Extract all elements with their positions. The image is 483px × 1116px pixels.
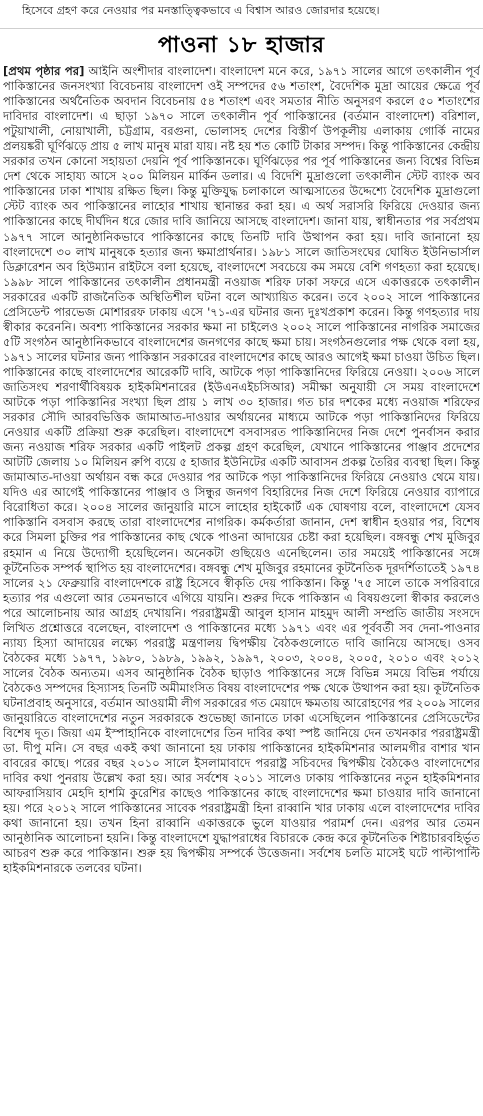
article-text: আইনি অংশীদার বাংলাদেশ। বাংলাদেশ মনে করে, ১৯৭১ সালের আগে তৎকালীন পূর্ব পাকিস্তানের জনসংখ্যা বিবেচনায় বাংলাদেশ ওই সম্পদের ৫৬ শতাংশ, বৈদেশিক মুদ্রা আয়ের ক্ষেত্রে পূর্ব পাকিস্তানের অর্থনৈতিক অবদান বিবেচনায় ৫৪ শতাংশ এবং সমতার নীতি অনুসরণ করলে ৫০ শতাংশের দাবিদার বাংলাদেশ। এ ছাড়া ১৯৭০ সালে তৎকালীন পূর্ব পাকিস্তানের (বর্তমান বাংলাদেশ) বরিশাল, পটুয়াখালী, নোয়াখালী, চট্টগ্রাম, বরগুনা, ভোলাসহ দেশের বিস্তীর্ণ উপকূলীয় এলাকায় গোর্কি নামের প্রলয়ঙ্করী ঘূর্ণিঝড়ে প্রায় ৫ লাখ মানুষ মারা যায়। নষ্ট হয় শত কোটি টাকার সম্পদ। কিন্তু পাকিস্তানের কেন্দ্রীয় সরকার তখন কোনো সহায়তা দেয়নি পূর্ব পাকিস্তানকে। ঘূর্ণিঝড়ের পর পূর্ব পাকিস্তানের জন্য বিশ্বের বিভিন্ন দেশ থেকে সাহায্য আসে ২০০ মিলিয়ন মার্কিন ডলার। এ বিদেশি মুদ্রাগুলো তৎকালীন স্টেট ব্যাংক অব পাকিস্তানের ঢাকা শাখায় রক্ষিত ছিল। কিন্তু মুক্তিযুদ্ধ চলাকালে আত্মসাতের উদ্দেশ্যে বৈদেশিক মুদ্রাগুলো স্টেট ব্যাংক অব পাকিস্তানের লাহোর শাখায় স্থানান্তর করা হয়। এ অর্থ সরাসরি ফিরিয়ে দেওয়ার জন্য পাকিস্তানের কাছে দীর্ঘদিন ধরে জোর দাবি জানিয়ে আসছে বাংলাদেশ। জানা যায়, স্বাধীনতার পর সর্বপ্রথম ১৯৭৭ সালে আনুষ্ঠানিকভাবে পাকিস্তানের কাছে তিনটি দাবি উত্থাপন করা হয়। দাবি জানানো হয় বাংলাদেশে ৩০ লাখ মানুষকে হত্যার জন্য ক্ষমাপ্রার্থনার। ১৯৮১ সালে জাতিসংঘের ঘোষিত ইউনিভার্সাল ডিক্লারেশন অব হিউম্যান রাইটসে বলা হয়েছে, বাংলাদেশে সবচেয়ে কম সময়ে বেশি গণহত্যা করা হয়েছে। ১৯৯৮ সালে পাকিস্তানের তৎকালীন প্রধানমন্ত্রী নওয়াজ শরিফ ঢাকা সফরে এসে একাত্তরকে তৎকালীন সরকারের একটি রাজনৈতিক অস্থিতিশীল ঘটনা বলে আখ্যায়িত করেন। তবে ২০০২ সালে পাকিস্তানের প্রেসিডেন্ট পারভেজ মোশাররফ ঢাকায় এসে '৭১-এর ঘটনার জন্য দুঃখপ্রকাশ করেন। কিন্তু গণহত্যার দায় স্বীকার করেননি। অবশ্য পাকিস্তানের সরকার ক্ষমা না চাইলেও ২০০২ সালে পাকিস্তানের নাগরিক সমাজের ৫টি সংগঠন আনুষ্ঠানিকভাবে বাংলাদেশের জনগণের কাছে ক্ষমা চায়। সংগঠনগুলোর পক্ষ থেকে বলা হয়, ১৯৭১ সালের ঘটনার জন্য পাকিস্তান সরকারের বাংলাদেশের কাছে আরও আগেই ক্ষমা চাওয়া উচিত ছিল। পাকিস্তানের কাছে বাংলাদেশের আরেকটি দাবি, আটকে পড়া পাকিস্তানিদের ফিরিয়ে নেওয়া। ২০০৬ সালে জাতিসংঘ শরণার্থীবিষয়ক হাইকমিশনারের (ইউএনএইচসিআর) সমীক্ষা অনুযায়ী সে সময় বাংলাদেশে আটকে পড়া পাকিস্তানির সংখ্যা ছিল প্রায় ১ লাখ ৩০ হাজার। গত চার দশকের মধ্যে নওয়াজ শরিফের সরকার সৌদি আরবভিত্তিক জামাআত-দাওয়ার অর্থায়নের মাধ্যমে আটকে পড়া পাকিস্তানিদের ফিরিয়ে নেওয়ার একটি প্রক্রিয়া শুরু করেছিল। বাংলাদেশে বসবাসরত পাকিস্তানিদের নিজ দেশে পুনর্বাসন করার জন্য নওয়াজ শরিফ সরকার একটি পাইলট প্রকল্প গ্রহণ করেছিল, যেখানে পাকিস্তানের পাঞ্জাব প্রদেশের আটটি জেলায় ১০ মিলিয়ন রুপি ব্যয়ে ৫ হাজার ইউনিটের একটি আবাসন প্রকল্প তৈরির ব্যবস্থা ছিল। কিন্তু জামাআত-দাওয়া অর্থায়ন বন্ধ করে দেওয়ার পর আটকে পড়া পাকিস্তানিদের ফিরিয়ে নেওয়াও থেমে যায়। যদিও এর আগেই পাকিস্তানের পাঞ্জাব ও সিন্ধুর জনগণ বিহারিদের নিজ দেশে ফিরিয়ে নেওয়ার ব্যাপারে বিরোধিতা করে। ২০০৪ সালের জানুয়ারি মাসে লাহোর হাইকোর্ট এক ঘোষণায় বলে, বাংলাদেশে যেসব পাকিস্তানি বসবাস করছে তারা বাংলাদেশের নাগরিক। কর্মকর্তারা জানান, দেশ স্বাধীন হওয়ার পর, বিশেষ করে সিমলা চুক্তির পর পাকিস্তানের কাছ থেকে পাওনা আদায়ের চেষ্টা করা হয়েছিল। বঙ্গবন্ধু শেখ মুজিবুর রহমান এ নিয়ে উদ্যোগী হয়েছিলেন। অনেকটা গুছিয়েও এনেছিলেন। তার সময়েই পাকিস্তানের সঙ্গে কূটনৈতিক সম্পর্ক স্থাপিত হয় বাংলাদেশের। বঙ্গবন্ধু শেখ মুজিবুর রহমানের কূটনৈতিক দূরদর্শিতাতেই ১৯৭৪ সালের ২১ ফেব্রুয়ারি বাংলাদেশকে রাষ্ট্র হিসেবে স্বীকৃতি দেয় পাকিস্তান। কিন্তু '৭৫ সালে তাকে সপরিবারে হত্যার পর এগুলো আর তেমনভাবে এগিয়ে যায়নি। শুরুর দিকে পাকিস্তান এ বিষয়গুলো স্বীকার করলেও পরে আলোচনায় আর আগ্রহ দেখায়নি। পররাষ্ট্রমন্ত্রী আবুল হাসান মাহমুদ আলী সম্প্রতি জাতীয় সংসদে লিখিত প্রশ্নোত্তরে বলেছেন, বাংলাদেশ ও পাকিস্তানের মধ্যে ১৯৭১ এবং এর পূর্ববর্তী সব দেনা-পাওনার ন্যায্য হিস্যা আদায়ের লক্ষ্যে পররাষ্ট্র মন্ত্রণালয় দ্বিপক্ষীয় বৈঠকগুলোতে দাবি জানিয়ে আসছে। ওসব বৈঠকের মধ্যে ১৯৭৭, ১৯৮০, ১৯৮৯, ১৯৯২, ১৯৯৭, ২০০৩, ২০০৪, ২০০৫, ২০১০ এবং ২০১২ সালের বৈঠক অন্যতম। এসব আনুষ্ঠানিক বৈঠক ছাড়াও পাকিস্তানের সঙ্গে বিভিন্ন সময়ে বিভিন্ন পর্যায়ে বৈঠকেও সম্পদের হিস্যাসহ তিনটি অমীমাংসিত বিষয় বাংলাদেশের পক্ষ থেকে উত্থাপন করা হয়। কূটনৈতিক ঘটনাপ্রবাহ অনুসারে, বর্তমান আওয়ামী লীগ সরকারের গত মেয়াদে ক্ষমতায় আরোহণের পর ২০০৯ সালের জানুয়ারিতে বাংলাদেশের নতুন সরকারকে শুভেচ্ছা জানাতে ঢাকা এসেছিলেন পাকিস্তানের প্রেসিডেন্টের বিশেষ দূত। জিয়া এম ইস্পাহানিকে বাংলাদেশের তিন দাবির কথা স্পষ্ট জানিয়ে দেন তখনকার পররাষ্ট্রমন্ত্রী ডা. দীপু মনি। সে বছর একই কথা জানানো হয় ঢাকায় পাকিস্তানের হাইকমিশনার আলমগীর বাশার খান বাবরের কাছে। পরের বছর ২০১০ সালে ইসলামাবাদে পররাষ্ট্র সচিবদের দ্বিপক্ষীয় বৈঠকেও বাংলাদেশের দাবির কথা পুনরায় উল্লেখ করা হয়। আর সর্বশেষ ২০১১ সালেও ঢাকায় পাকিস্তানের নতুন হাইকমিশনার আফরাসিয়াব মেহদি হাশমি কুরেশির কাছেও পাকিস্তানের কাছে বাংলাদেশের ক্ষমা চাওয়ার দাবি জানানো হয়। পরে ২০১২ সালে পাকিস্তানের সাবেক পররাষ্ট্রমন্ত্রী হিনা রাব্বানি খার ঢাকায় এলে বাংলাদেশের দাবির কথা জানানো হয়। তখন হিনা রাব্বানি একাত্তরকে ভুলে যাওয়ার পরামর্শ দেন। এরপর আর তেমন আনুষ্ঠানিক আলোচনা হয়নি। কিন্তু বাংলাদেশে যুদ্ধাপরাধের বিচারকে কেন্দ্র করে কূটনৈতিক শিষ্টাচারবহির্ভূত আচরণ শুরু করে পাকিস্তান। শুরু হয় দ্বিপক্ষীয় সম্পর্কে উত্তেজনা। সর্বশেষ চলতি মাসেই ঘটে পাল্টাপাল্টি হাইকমিশনারকে তলবের ঘটনা। xyxy=(3,64,480,876)
article-body xyxy=(3,64,480,1110)
article-paragraph xyxy=(3,64,480,877)
continuation-label: [প্রথম পৃষ্ঠার পর] xyxy=(3,64,85,78)
previous-article-text: হিসেবে গ্রহণ করে নেওয়ার পর মনস্তাত্ত্বিকভাবে এ বিশ্বাস আরও জোরদার হয়েছে। xyxy=(22,4,380,17)
article-headline: পাওনা ১৮ হাজার xyxy=(158,33,325,58)
previous-article-clip xyxy=(0,0,483,29)
